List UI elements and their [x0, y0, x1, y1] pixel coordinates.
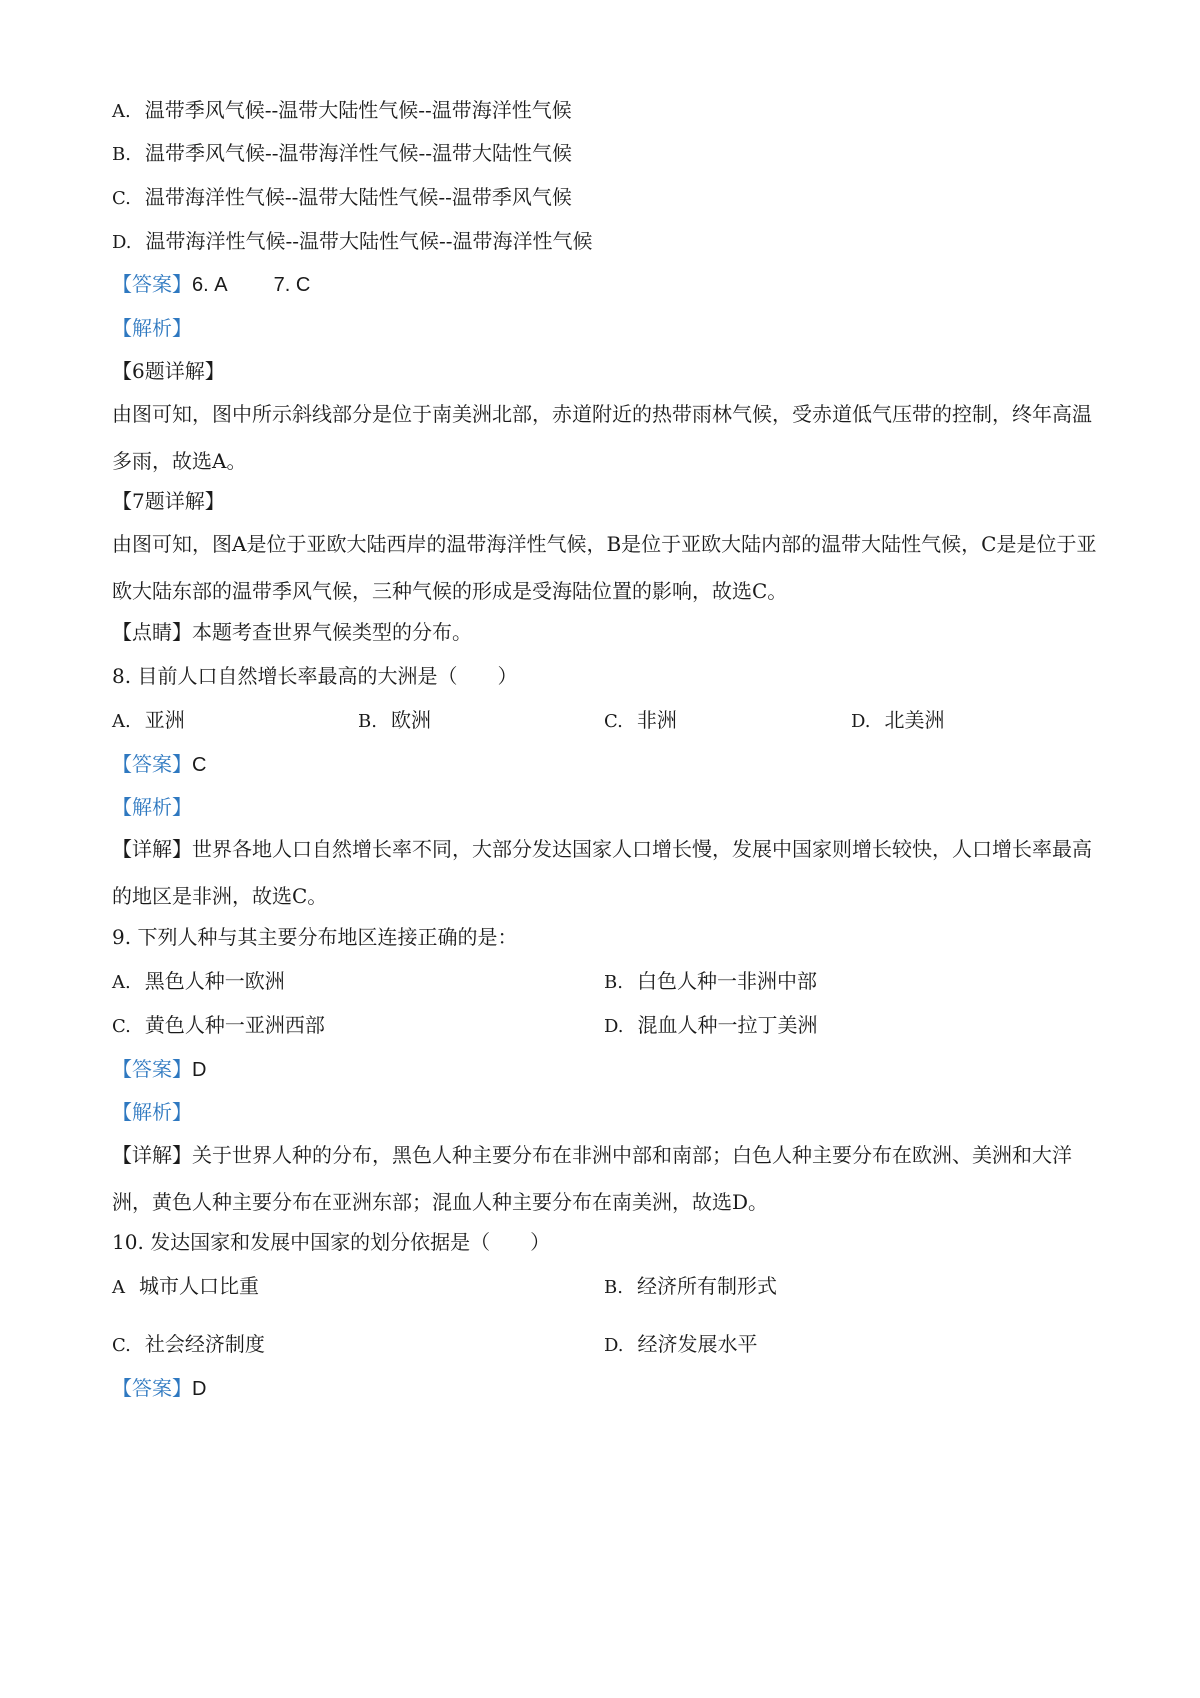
answer-value: D [192, 1378, 207, 1400]
question-stem: 9. 下列人种与其主要分布地区连接正确的是： [112, 925, 518, 949]
option-text: 经济所有制形式 [636, 1274, 777, 1298]
answer-line [112, 1374, 206, 1403]
answer-value: C [192, 754, 207, 776]
option-text: 黑色人种一欧洲 [144, 969, 285, 993]
option-d [851, 706, 945, 736]
option-key: A. [112, 711, 131, 732]
option-key: B. [604, 972, 623, 993]
option-text: 欧洲 [390, 708, 431, 732]
option-b [604, 967, 817, 997]
option-a [112, 96, 572, 126]
detail-text: 世界各地人口自然增长率不同，大部分发达国家人口增长慢，发展中国家则增长较快，人口增长率最高的地区是非洲，故选C。 [112, 837, 1092, 908]
option-text: 温带季风气候--温带大陆性气候--温带海洋性气候 [144, 98, 572, 122]
detail-paragraph [112, 826, 1100, 920]
option-key: D. [112, 232, 132, 253]
option-a [112, 706, 185, 736]
option-text: 城市人口比重 [139, 1274, 259, 1298]
answer-line [112, 750, 206, 779]
analysis-tag: 【解析】 [112, 1100, 192, 1124]
option-key: C. [112, 1335, 131, 1356]
option-text: 北美洲 [884, 708, 945, 732]
option-key: A. [112, 101, 131, 122]
detail-paragraph: 由图可知，图A是位于亚欧大陆西岸的温带海洋性气候，B是位于亚欧大陆内部的温带大陆性气候，C是是位于亚欧大陆东部的温带季风气候，三种气候的形成是受海陆位置的影响，故选C。 [112, 532, 1097, 603]
option-c [112, 183, 572, 213]
answer-line [112, 1055, 206, 1084]
answer-tag: 【答案】 [112, 752, 192, 776]
answer-value: D [192, 1059, 207, 1081]
answer-line [112, 270, 310, 299]
option-text: 温带海洋性气候--温带大陆性气候--温带海洋性气候 [145, 229, 593, 253]
option-key: C. [112, 188, 131, 209]
detail-paragraph [112, 1132, 1100, 1226]
option-text: 亚洲 [144, 708, 185, 732]
answer-tag: 【答案】 [112, 1057, 192, 1081]
question-stem: 8. 目前人口自然增长率最高的大洲是（ ） [112, 664, 518, 688]
analysis-tag: 【解析】 [112, 316, 192, 340]
option-a [112, 967, 285, 997]
option-a [112, 1272, 259, 1302]
option-key: D. [851, 711, 871, 732]
option-d [112, 227, 593, 257]
detail-tag: 【详解】 [112, 837, 192, 861]
detail-text: 关于世界人种的分布，黑色人种主要分布在非洲中部和南部；白色人种主要分布在欧洲、美洲和大洋洲，黄色人种主要分布在亚洲东部；混血人种主要分布在南美洲，故选D。 [112, 1143, 1072, 1214]
option-c [604, 706, 677, 736]
option-key: A. [112, 972, 131, 993]
option-key: B. [358, 711, 377, 732]
option-key: B. [604, 1277, 623, 1298]
option-b [112, 139, 572, 169]
analysis-tag: 【解析】 [112, 795, 192, 819]
option-c [112, 1011, 325, 1041]
option-d [604, 1011, 818, 1041]
option-key: C. [604, 711, 623, 732]
option-key: D. [604, 1335, 624, 1356]
option-key: C. [112, 1016, 131, 1037]
detail-tag: 【7题详解】 [112, 489, 225, 513]
option-text: 社会经济制度 [144, 1332, 265, 1356]
option-d [604, 1330, 758, 1360]
option-text: 经济发展水平 [637, 1332, 758, 1356]
option-text: 温带海洋性气候--温带大陆性气候--温带季风气候 [144, 185, 572, 209]
detail-tag: 【详解】 [112, 1143, 192, 1167]
option-key: B. [112, 144, 131, 165]
option-text: 黄色人种一亚洲西部 [144, 1013, 325, 1037]
option-text: 非洲 [636, 708, 677, 732]
note-line: 【点睛】本题考查世界气候类型的分布。 [112, 620, 472, 644]
option-text: 混血人种一拉丁美洲 [637, 1013, 818, 1037]
answer-tag: 【答案】 [112, 272, 192, 296]
option-text: 白色人种一非洲中部 [636, 969, 817, 993]
answer-value: 7. C [273, 274, 311, 296]
detail-tag: 【6题详解】 [112, 359, 225, 383]
question-stem: 10. 发达国家和发展中国家的划分依据是（ ） [112, 1230, 551, 1254]
option-text: 温带季风气候--温带海洋性气候--温带大陆性气候 [144, 141, 572, 165]
answer-tag: 【答案】 [112, 1376, 192, 1400]
option-b [604, 1272, 777, 1302]
detail-paragraph: 由图可知，图中所示斜线部分是位于南美洲北部，赤道附近的热带雨林气候，受赤道低气压带的控制，终年高温多雨，故选A。 [112, 402, 1092, 473]
answer-value: 6. A [192, 274, 228, 296]
option-key: A [112, 1277, 125, 1298]
option-c [112, 1330, 265, 1360]
option-key: D. [604, 1016, 624, 1037]
option-b [358, 706, 431, 736]
